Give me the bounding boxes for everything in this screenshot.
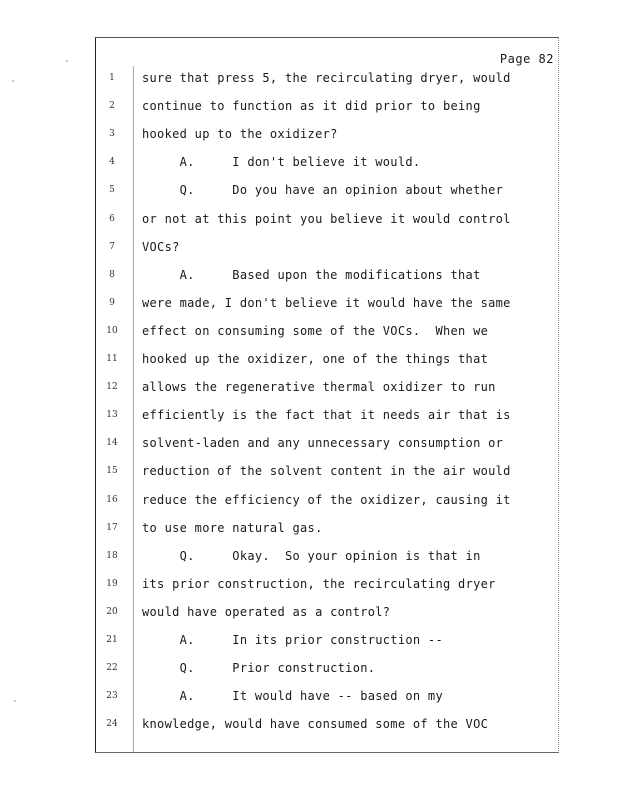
line-number: 23 (106, 691, 118, 702)
transcript-line (0, 351, 618, 371)
line-text: A. Based upon the modifications that (142, 267, 481, 282)
line-text: A. I don't believe it would. (142, 155, 421, 170)
transcript-line (0, 492, 618, 512)
transcript-line (0, 660, 618, 680)
line-number: 20 (106, 606, 118, 617)
line-text: would have operated as a control? (142, 604, 391, 619)
line-number: 3 (109, 129, 115, 140)
line-text: sure that press 5, the recirculating dryer, would (142, 71, 511, 85)
transcript-line (0, 632, 618, 652)
line-text: A. In its prior construction -- (142, 633, 443, 647)
transcript-line (0, 295, 618, 315)
line-text: or not at this point you believe it would control (142, 211, 511, 226)
line-number: 14 (106, 438, 118, 449)
line-text: knowledge, would have consumed some of the VOC (142, 717, 489, 732)
line-text: were made, I don't believe it would have the same (142, 295, 511, 310)
line-number: 1 (109, 73, 115, 83)
line-number: 13 (106, 410, 118, 421)
transcript-line (0, 716, 618, 736)
line-text: reduce the efficiency of the oxidizer, causing it (142, 492, 511, 507)
transcript-line (0, 182, 618, 202)
line-number: 9 (109, 297, 115, 308)
line-text: VOCs? (142, 239, 180, 254)
line-number: 24 (106, 719, 118, 730)
line-text: allows the regenerative thermal oxidizer to run (142, 380, 496, 395)
line-text: solvent-laden and any unnecessary consumption or (142, 436, 504, 451)
line-number: 12 (106, 382, 118, 393)
line-number: 11 (106, 354, 118, 364)
transcript-line (0, 576, 618, 596)
scan-speck (14, 700, 16, 702)
line-number: 17 (106, 522, 118, 533)
transcript-line (0, 520, 618, 540)
transcript-line (0, 126, 618, 146)
transcript-line (0, 407, 618, 427)
line-text: continue to function as it did prior to being (142, 99, 481, 114)
transcript-line (0, 604, 618, 624)
line-text: Q. Prior construction. (142, 661, 376, 676)
line-number: 19 (106, 578, 118, 589)
line-number: 6 (109, 213, 115, 224)
transcript-line (0, 267, 618, 287)
line-text: A. It would have -- based on my (142, 689, 443, 704)
transcript-line (0, 239, 618, 259)
line-number: 22 (106, 663, 118, 674)
transcript-line (0, 688, 618, 708)
line-number: 8 (109, 269, 115, 280)
transcript-line (0, 548, 618, 568)
page-number: Page 82 (499, 52, 554, 66)
line-text: hooked up to the oxidizer? (142, 127, 338, 142)
line-number: 18 (106, 550, 118, 561)
transcript-line (0, 211, 618, 231)
scan-speck (12, 80, 14, 82)
line-text: efficiently is the fact that it needs air that is (142, 408, 511, 423)
transcript-line (0, 379, 618, 399)
scan-speck (66, 60, 68, 62)
line-number: 15 (106, 466, 118, 477)
line-text: Q. Okay. So your opinion is that in (142, 548, 481, 563)
transcript-line (0, 463, 618, 483)
line-text: hooked up the oxidizer, one of the things that (142, 352, 489, 366)
line-number: 4 (109, 157, 115, 168)
line-number: 16 (106, 494, 118, 505)
line-text: Q. Do you have an opinion about whether (142, 183, 504, 198)
transcript-line (0, 70, 618, 90)
line-number: 7 (109, 241, 115, 252)
line-number: 2 (109, 101, 115, 112)
line-number: 10 (106, 325, 118, 336)
line-number: 5 (109, 185, 115, 196)
line-text: its prior construction, the recirculating dryer (142, 576, 496, 591)
transcript-line (0, 154, 618, 174)
transcript-line (0, 323, 618, 343)
line-text: effect on consuming some of the VOCs. When we (142, 323, 489, 338)
line-number: 21 (106, 635, 118, 645)
line-text: to use more natural gas. (142, 520, 323, 535)
transcript-line (0, 98, 618, 118)
transcript-line (0, 435, 618, 455)
line-text: reduction of the solvent content in the air would (142, 464, 511, 479)
